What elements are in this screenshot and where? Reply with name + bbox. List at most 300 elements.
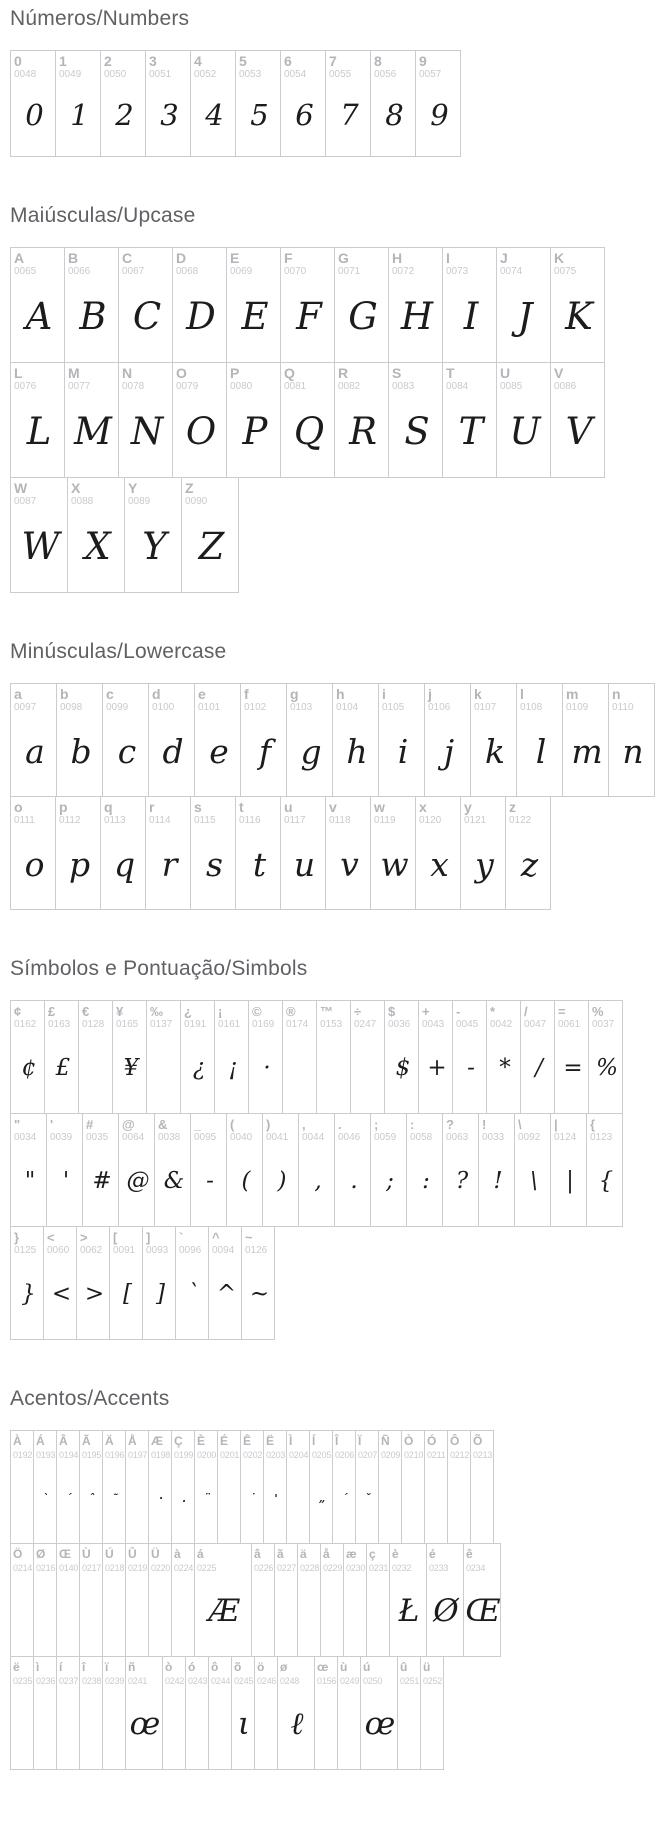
code-label: 0064 <box>122 1132 145 1143</box>
char-label: Ô <box>450 1434 460 1448</box>
glyph-preview: J <box>517 294 533 338</box>
glyph-preview: 5 <box>250 97 269 132</box>
char-label: Ø <box>36 1547 46 1561</box>
char-label: Ü <box>151 1547 160 1561</box>
glyph-cell-0243 <box>185 1656 209 1770</box>
glyph-cell-0107 <box>470 683 517 797</box>
glyph-cell-0125 <box>10 1226 44 1340</box>
glyph-preview: j <box>443 731 455 771</box>
glyph-preview <box>289 1461 309 1541</box>
glyph-cell-0204 <box>286 1430 310 1544</box>
code-label: 0053 <box>239 69 262 80</box>
code-label: 0236 <box>36 1676 56 1686</box>
code-label: 0242 <box>165 1676 185 1686</box>
glyph-cell-0214 <box>10 1543 34 1657</box>
glyph-preview: B <box>79 294 107 338</box>
glyph-row <box>10 1113 623 1227</box>
glyph-cell-0070 <box>280 247 335 363</box>
glyph-preview: ¨ <box>204 1491 210 1505</box>
char-label: ? <box>446 1117 454 1132</box>
code-label: 0209 <box>381 1450 401 1460</box>
code-label: 0098 <box>60 702 83 713</box>
glyph-cell-0053 <box>235 50 281 157</box>
char-label: h <box>336 686 345 702</box>
char-label: v <box>329 799 337 815</box>
glyph-preview: œ <box>129 1706 161 1742</box>
glyph-cell-0218 <box>102 1543 126 1657</box>
glyph-preview <box>354 1031 384 1111</box>
code-label: 0054 <box>284 69 307 80</box>
glyph-preview: Æ <box>208 1593 240 1629</box>
glyph-preview <box>369 1574 389 1654</box>
char-label: Ä <box>105 1434 114 1448</box>
code-label: 0243 <box>188 1676 208 1686</box>
char-label: S <box>392 365 402 381</box>
code-label: 0211 <box>427 1450 446 1460</box>
char-label: ¥ <box>116 1004 124 1019</box>
glyph-cell-0153 <box>316 1000 351 1114</box>
char-label: g <box>290 686 299 702</box>
glyph-preview: m <box>571 731 603 771</box>
char-label: Ó <box>427 1434 437 1448</box>
glyph-preview: e <box>209 731 229 771</box>
glyph-preview: 4 <box>205 97 224 132</box>
glyph-preview: [ <box>123 1281 132 1307</box>
glyph-cell-0229 <box>320 1543 344 1657</box>
code-label: 0206 <box>335 1450 355 1460</box>
code-label: 0100 <box>152 702 175 713</box>
glyph-preview: q <box>113 844 136 884</box>
char-label: | <box>554 1117 558 1132</box>
glyph-preview: ` <box>187 1281 200 1307</box>
glyph-cell-0116 <box>235 796 281 910</box>
glyph-preview: n <box>622 731 644 771</box>
lowercase-grid <box>10 683 655 910</box>
char-label: C <box>122 250 133 266</box>
char-label: O <box>176 365 187 381</box>
code-label: 0248 <box>280 1676 300 1686</box>
char-label: 2 <box>104 53 112 69</box>
glyph-preview: 0 <box>25 97 44 132</box>
glyph-cell-0066 <box>64 247 119 363</box>
glyph-cell-0094 <box>208 1226 242 1340</box>
glyph-cell-0220 <box>148 1543 172 1657</box>
char-label: ó <box>188 1660 196 1674</box>
code-label: 0220 <box>151 1563 171 1573</box>
glyph-preview: ¢ <box>21 1055 37 1081</box>
char-label: ® <box>286 1004 296 1019</box>
char-label: \ <box>518 1117 522 1132</box>
char-label: ç <box>369 1547 376 1561</box>
glyph-preview: D <box>186 294 216 338</box>
code-label: 0109 <box>566 702 589 713</box>
glyph-cell-0213 <box>470 1430 494 1544</box>
char-label: 3 <box>149 53 157 69</box>
code-label: 0126 <box>245 1245 268 1256</box>
glyph-cell-0112 <box>55 796 101 910</box>
char-label: b <box>60 686 69 702</box>
char-label: É <box>220 1434 229 1448</box>
char-label: â <box>254 1547 261 1561</box>
code-label: 0070 <box>284 266 307 277</box>
char-label: z <box>509 799 516 815</box>
code-label: 0191 <box>184 1019 207 1030</box>
glyph-cell-0087 <box>10 477 68 593</box>
glyph-preview <box>13 1461 33 1541</box>
glyph-preview <box>254 1574 274 1654</box>
char-label: T <box>446 365 455 381</box>
glyph-preview: d <box>162 731 184 771</box>
glyph-preview: , <box>314 1168 322 1194</box>
char-label: Ú <box>105 1547 114 1561</box>
glyph-preview: / <box>535 1055 543 1081</box>
glyph-preview: M <box>74 409 112 453</box>
glyph-cell-0069 <box>226 247 281 363</box>
code-label: 0052 <box>194 69 217 80</box>
code-label: 0203 <box>266 1450 286 1460</box>
glyph-cell-0226 <box>251 1543 275 1657</box>
glyph-cell-0068 <box>172 247 227 363</box>
glyph-preview: l <box>535 731 547 771</box>
glyph-preview: = <box>563 1055 583 1081</box>
code-label: 0076 <box>14 381 37 392</box>
char-label: X <box>71 480 81 496</box>
glyph-cell-0162 <box>10 1000 45 1114</box>
glyph-cell-0237 <box>56 1656 80 1770</box>
char-label: _ <box>194 1117 202 1132</box>
char-label: è <box>392 1547 399 1561</box>
code-label: 0226 <box>254 1563 274 1573</box>
code-label: 0217 <box>82 1563 102 1573</box>
code-label: 0099 <box>106 702 129 713</box>
glyph-preview: E <box>241 294 269 338</box>
code-label: 0124 <box>554 1132 577 1143</box>
char-label: Ê <box>243 1434 252 1448</box>
char-label: Ë <box>266 1434 275 1448</box>
code-label: 0074 <box>500 266 523 277</box>
char-label: y <box>464 799 472 815</box>
code-label: 0090 <box>185 496 208 507</box>
glyph-preview <box>423 1687 443 1767</box>
glyph-row <box>10 1656 501 1770</box>
code-label: 0080 <box>230 381 253 392</box>
glyph-preview: 9 <box>430 97 449 132</box>
glyph-cell-0038 <box>154 1113 191 1227</box>
glyph-preview: Y <box>142 524 167 568</box>
glyph-preview <box>59 1687 79 1767</box>
char-label: ù <box>340 1660 348 1674</box>
code-label: 0104 <box>336 702 359 713</box>
glyph-preview <box>36 1574 56 1654</box>
code-label: 0079 <box>176 381 199 392</box>
glyph-preview: A <box>25 294 53 338</box>
glyph-cell-0079 <box>172 362 227 478</box>
glyph-row <box>10 477 605 593</box>
code-label: 0068 <box>176 266 199 277</box>
glyph-preview: ; <box>386 1168 394 1194</box>
glyph-cell-0101 <box>194 683 241 797</box>
char-label: R <box>338 365 349 381</box>
glyph-cell-0250 <box>360 1656 398 1770</box>
glyph-preview: ˇ <box>365 1491 371 1505</box>
glyph-row <box>10 1543 501 1657</box>
code-label: 0162 <box>14 1019 37 1030</box>
glyph-preview: ^ <box>216 1281 237 1307</box>
glyph-cell-0113 <box>100 796 146 910</box>
glyph-cell-0044 <box>298 1113 335 1227</box>
glyph-preview <box>13 1574 33 1654</box>
glyph-preview: h <box>346 731 368 771</box>
code-label: 0044 <box>302 1132 325 1143</box>
char-label: 8 <box>374 53 382 69</box>
glyph-cell-0140 <box>56 1543 80 1657</box>
char-label: ] <box>146 1230 151 1245</box>
glyph-cell-0165 <box>112 1000 147 1114</box>
code-label: 0038 <box>158 1132 181 1143</box>
glyph-preview: } <box>21 1281 36 1307</box>
code-label: 0219 <box>128 1563 148 1573</box>
char-label: I <box>446 250 450 266</box>
glyph-cell-0122 <box>505 796 551 910</box>
code-label: 0230 <box>346 1563 366 1573</box>
glyph-cell-0042 <box>486 1000 521 1114</box>
glyph-cell-0076 <box>10 362 65 478</box>
code-label: 0113 <box>104 815 126 826</box>
char-label: ¡ <box>218 1004 223 1019</box>
glyph-cell-0043 <box>418 1000 453 1114</box>
code-label: 0235 <box>13 1676 33 1686</box>
code-label: 0062 <box>80 1245 103 1256</box>
code-label: 0246 <box>257 1676 277 1686</box>
glyph-preview: o <box>24 844 45 884</box>
glyph-cell-0117 <box>280 796 326 910</box>
glyph-cell-0246 <box>254 1656 278 1770</box>
glyph-cell-0238 <box>79 1656 103 1770</box>
glyph-preview: ) <box>277 1168 287 1194</box>
glyph-preview <box>300 1574 320 1654</box>
code-label: 0199 <box>174 1450 194 1460</box>
glyph-row <box>10 796 655 910</box>
char-label: ¢ <box>14 1004 22 1019</box>
char-label: H <box>392 250 403 266</box>
glyph-preview: ˙ <box>250 1491 256 1505</box>
char-label: Û <box>128 1547 137 1561</box>
glyph-cell-0071 <box>334 247 389 363</box>
glyph-preview: | <box>566 1168 574 1194</box>
uppercase-grid <box>10 247 605 593</box>
code-label: 0197 <box>128 1450 148 1460</box>
glyph-cell-0047 <box>520 1000 555 1114</box>
glyph-preview: F <box>296 294 322 338</box>
glyph-preview <box>165 1687 185 1767</box>
code-label: 0096 <box>179 1245 202 1256</box>
glyph-preview: y <box>475 844 494 884</box>
char-label: # <box>86 1117 94 1132</box>
glyph-preview: ˜ <box>112 1491 118 1505</box>
char-label: ê <box>466 1547 473 1561</box>
char-label: œ <box>317 1660 329 1674</box>
char-label: > <box>80 1230 88 1245</box>
code-label: 0103 <box>290 702 313 713</box>
glyph-cell-0054 <box>280 50 326 157</box>
code-label: 0202 <box>243 1450 263 1460</box>
glyph-cell-0207 <box>355 1430 379 1544</box>
section-symbols <box>10 956 661 1340</box>
char-label: Á <box>36 1434 45 1448</box>
glyph-cell-0251 <box>397 1656 421 1770</box>
char-label: ã <box>277 1547 284 1561</box>
glyph-preview: ? <box>455 1168 469 1194</box>
glyph-cell-0055 <box>325 50 371 157</box>
glyph-cell-0206 <box>332 1430 356 1544</box>
glyph-preview <box>82 1687 102 1767</box>
glyph-preview <box>211 1687 231 1767</box>
code-label: 0077 <box>68 381 91 392</box>
glyph-cell-0036 <box>384 1000 419 1114</box>
code-label: 0232 <box>392 1563 412 1573</box>
glyph-preview <box>13 1687 33 1767</box>
code-label: 0063 <box>446 1132 469 1143</box>
code-label: 0083 <box>392 381 415 392</box>
glyph-preview: S <box>404 409 430 453</box>
glyph-row <box>10 1000 623 1114</box>
glyph-preview: $ <box>395 1055 411 1081</box>
glyph-preview: - <box>206 1168 214 1194</box>
char-label: s <box>194 799 202 815</box>
glyph-preview <box>36 1687 56 1767</box>
glyph-cell-0247 <box>350 1000 385 1114</box>
glyph-cell-0095 <box>190 1113 227 1227</box>
glyph-cell-0192 <box>10 1430 34 1544</box>
char-label: E <box>230 250 240 266</box>
char-label: à <box>174 1547 181 1561</box>
glyph-preview: · <box>159 1491 163 1505</box>
glyph-cell-0093 <box>142 1226 176 1340</box>
glyph-preview: v <box>340 844 359 884</box>
glyph-cell-0097 <box>10 683 57 797</box>
glyph-cell-0123 <box>586 1113 623 1227</box>
char-label: a <box>14 686 22 702</box>
glyph-cell-0217 <box>79 1543 103 1657</box>
char-label: Q <box>284 365 295 381</box>
glyph-preview <box>340 1687 360 1767</box>
glyph-preview: * <box>499 1055 511 1081</box>
char-label: 5 <box>239 53 247 69</box>
glyph-preview: : <box>422 1168 430 1194</box>
glyph-cell-0241 <box>125 1656 163 1770</box>
code-label: 0094 <box>212 1245 235 1256</box>
code-label: 0082 <box>338 381 361 392</box>
char-label: j <box>428 686 432 702</box>
code-label: 0252 <box>423 1676 443 1686</box>
section-numbers <box>10 6 661 157</box>
glyph-preview <box>381 1461 401 1541</box>
glyph-cell-0104 <box>332 683 379 797</box>
section-title-accents: Acentos/Accents <box>10 1387 170 1410</box>
char-label: w <box>374 799 385 815</box>
glyph-cell-0230 <box>343 1543 367 1657</box>
glyph-preview: T <box>458 409 484 453</box>
char-label: < <box>47 1230 55 1245</box>
code-label: 0198 <box>151 1450 171 1460</box>
char-label: f <box>244 686 249 702</box>
code-label: 0091 <box>113 1245 136 1256</box>
glyph-cell-0060 <box>43 1226 77 1340</box>
code-label: 0036 <box>388 1019 411 1030</box>
char-label: t <box>239 799 244 815</box>
glyph-preview <box>188 1687 208 1767</box>
glyph-preview: g <box>300 731 322 771</box>
char-label: Õ <box>473 1434 483 1448</box>
char-label: N <box>122 365 133 381</box>
char-label: ' <box>50 1117 54 1132</box>
char-label: + <box>422 1004 430 1019</box>
glyph-cell-0249 <box>337 1656 361 1770</box>
glyph-preview <box>257 1687 277 1767</box>
code-label: 0106 <box>428 702 451 713</box>
glyph-cell-0121 <box>460 796 506 910</box>
code-label: 0108 <box>520 702 543 713</box>
code-label: 0035 <box>86 1132 109 1143</box>
char-label: ø <box>280 1660 288 1674</box>
glyph-preview: ι <box>237 1706 251 1742</box>
glyph-preview: Q <box>293 409 325 453</box>
code-label: 0214 <box>13 1563 33 1573</box>
char-label: U <box>500 365 511 381</box>
code-label: 0072 <box>392 266 415 277</box>
glyph-cell-0201 <box>217 1430 241 1544</box>
char-label: Ù <box>82 1547 91 1561</box>
char-label: Æ <box>151 1434 163 1448</box>
code-label: 0060 <box>47 1245 70 1256</box>
glyph-preview: u <box>293 844 316 884</box>
glyph-preview: P <box>242 409 268 453</box>
glyph-cell-0119 <box>370 796 416 910</box>
char-label: u <box>284 799 293 815</box>
glyph-preview <box>128 1574 148 1654</box>
code-label: 0247 <box>354 1019 377 1030</box>
char-label: * <box>490 1004 496 1019</box>
char-label: : <box>410 1117 415 1132</box>
glyph-preview: x <box>430 844 449 884</box>
glyph-preview: Ø <box>433 1593 459 1629</box>
char-label: " <box>14 1117 21 1132</box>
char-label: L <box>14 365 23 381</box>
glyph-preview <box>450 1461 470 1541</box>
glyph-cell-0212 <box>447 1430 471 1544</box>
code-label: 0229 <box>323 1563 343 1573</box>
code-label: 0039 <box>50 1132 73 1143</box>
glyph-cell-0049 <box>55 50 101 157</box>
code-label: 0216 <box>36 1563 56 1573</box>
glyph-cell-0219 <box>125 1543 149 1657</box>
glyph-cell-0202 <box>240 1430 264 1544</box>
glyph-cell-0078 <box>118 362 173 478</box>
code-label: 0041 <box>266 1132 289 1143</box>
code-label: 0125 <box>14 1245 37 1256</box>
glyph-preview: L <box>26 409 52 453</box>
glyph-cell-0046 <box>334 1113 371 1227</box>
glyph-cell-0051 <box>145 50 191 157</box>
char-label: Ñ <box>381 1434 390 1448</box>
glyph-preview: 2 <box>115 97 134 132</box>
char-label: ë <box>13 1660 20 1674</box>
char-label: Í <box>312 1434 316 1448</box>
glyph-preview: ˆ <box>89 1491 95 1505</box>
code-label: 0066 <box>68 266 91 277</box>
code-label: 0244 <box>211 1676 231 1686</box>
glyph-cell-0098 <box>56 683 103 797</box>
